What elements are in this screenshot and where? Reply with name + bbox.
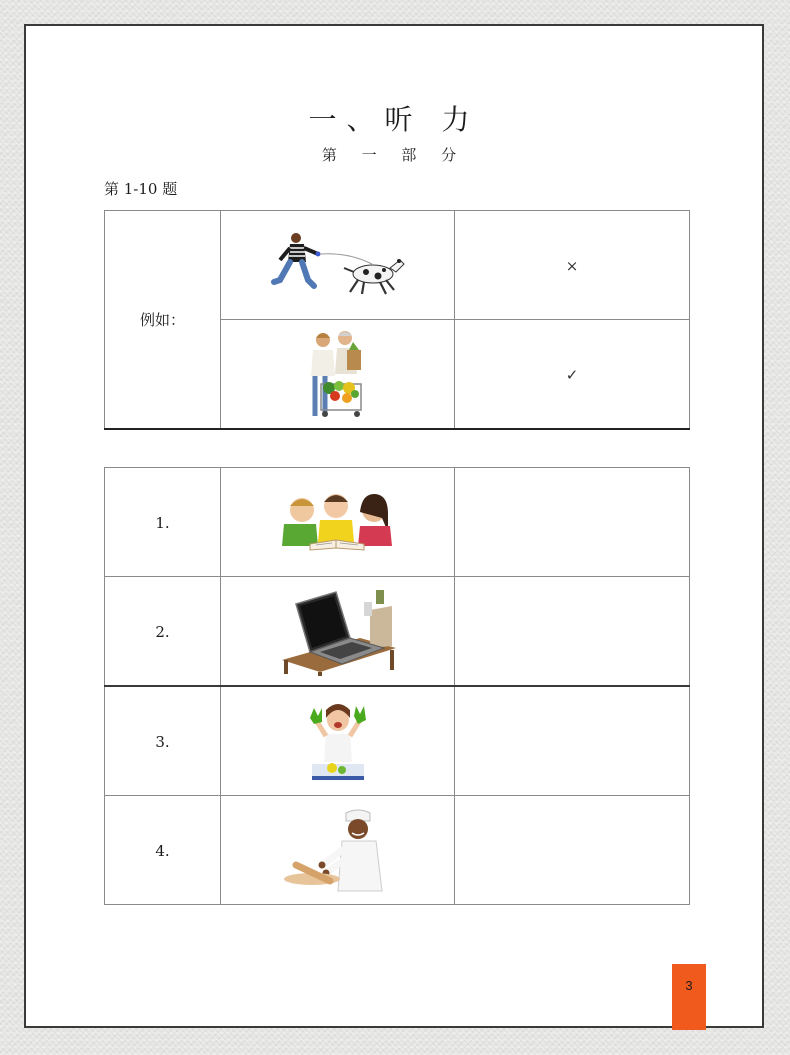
question-row [105,468,690,577]
example-table [104,210,690,430]
children-reading-book-picture [280,488,396,556]
question-number-cell [105,796,221,905]
questions-table [104,467,690,905]
question-answer-cell [455,468,690,577]
couple-with-grocery-cart-picture [303,328,373,420]
section-label: 第 1-10 题 [104,180,178,198]
question-row [105,577,690,687]
example-picture-cell [221,211,455,320]
page-title: 一、听 力 [308,103,480,136]
worksheet-page [24,24,764,1028]
question-number: 4. [155,841,170,860]
laptop-on-desk-picture [280,586,396,676]
question-picture-cell [221,577,455,687]
question-picture-cell [221,796,455,905]
question-answer-cell [455,686,690,796]
question-number: 1. [155,513,170,532]
girl-with-green-gloves-picture [308,698,368,784]
question-number: 3. [155,732,170,751]
question-row [105,686,690,796]
question-row [105,796,690,905]
example-label-cell [105,211,221,430]
man-walking-dog-picture [268,230,408,300]
question-answer-cell [455,796,690,905]
question-picture-cell [221,686,455,796]
question-number-cell [105,468,221,577]
example-picture-cell [221,320,455,430]
page-subtitle: 第 一 部 分 [321,146,467,164]
cross-mark: × [565,256,579,275]
chef-rolling-dough-picture [282,807,394,893]
example-answer-cell [455,320,690,430]
question-picture-cell [221,468,455,577]
example-answer-cell [455,211,690,320]
question-answer-cell [455,577,690,687]
question-number: 2. [155,622,170,641]
question-number-cell [105,686,221,796]
check-mark: ✓ [565,365,579,384]
example-label: 例如： [139,311,185,329]
example-row [105,211,690,320]
page-number-badge: 3 [672,964,706,1030]
question-number-cell [105,577,221,687]
